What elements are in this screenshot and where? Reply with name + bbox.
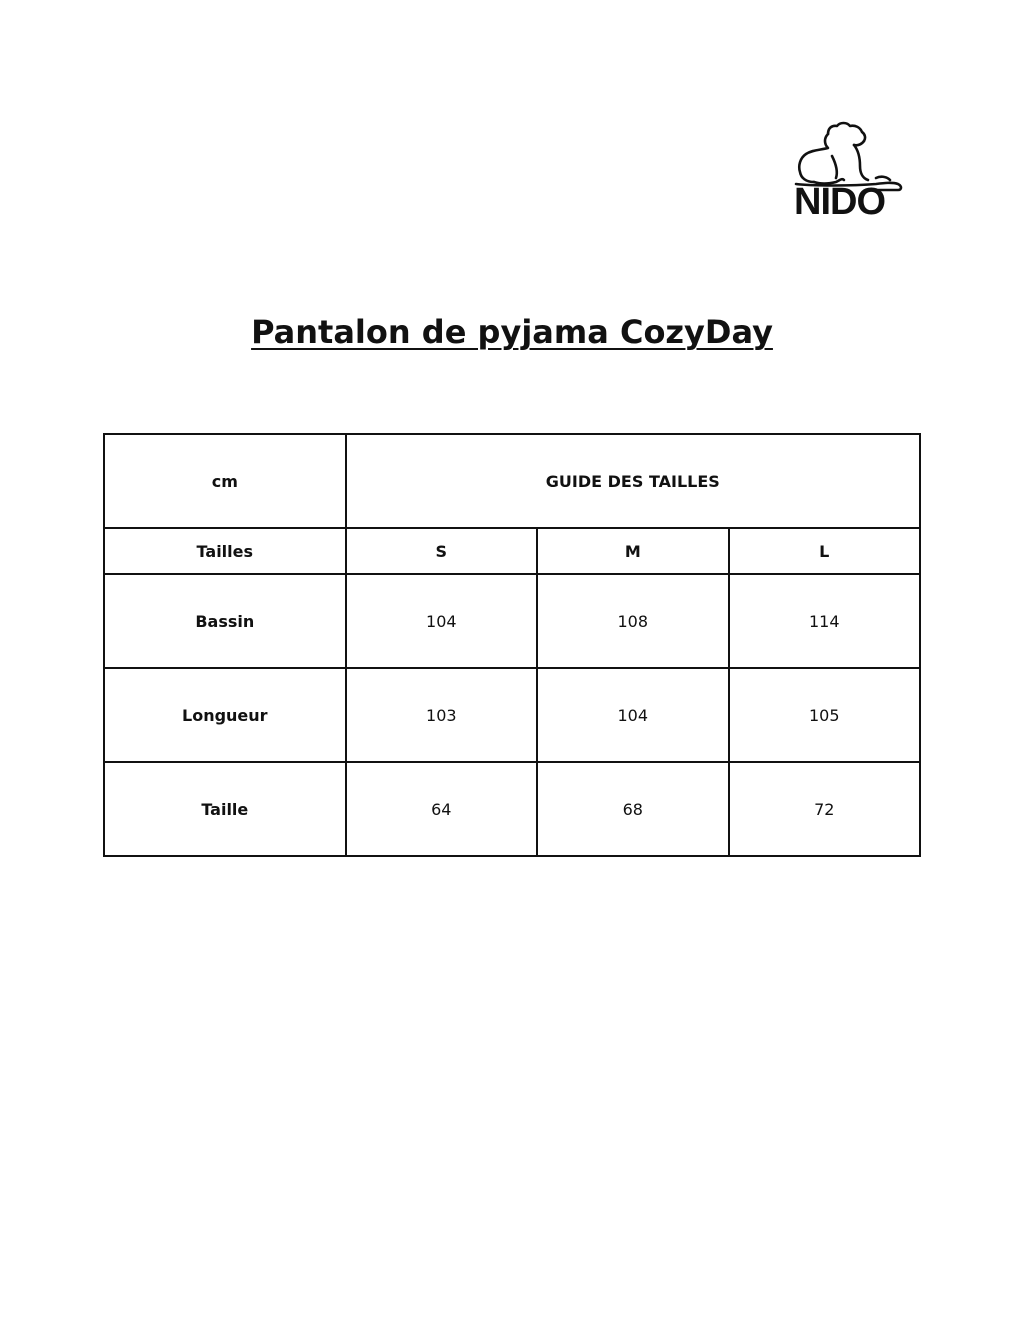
row-label: Longueur	[104, 668, 346, 762]
size-m: M	[537, 528, 728, 574]
sizes-row	[104, 528, 920, 574]
row-label: Bassin	[104, 574, 346, 668]
table-cell: 108	[537, 574, 728, 668]
table-cell: 64	[346, 762, 537, 856]
table-row	[104, 574, 920, 668]
table-cell: 103	[346, 668, 537, 762]
table-header-row	[104, 434, 920, 528]
table-cell: 105	[729, 668, 920, 762]
unit-cell: cm	[104, 434, 346, 528]
table-cell: 68	[537, 762, 728, 856]
sizes-label: Tailles	[104, 528, 346, 574]
size-guide-heading: GUIDE DES TAILLES	[346, 434, 920, 528]
brand-logo	[788, 120, 912, 224]
table-row	[104, 762, 920, 856]
table-cell: 104	[537, 668, 728, 762]
table-cell: 72	[729, 762, 920, 856]
page-title-text: Pantalon de pyjama CozyDay	[251, 313, 773, 351]
page-title	[0, 310, 1024, 354]
table-cell: 104	[346, 574, 537, 668]
brand-name: NIDO	[794, 181, 885, 223]
size-l: L	[729, 528, 920, 574]
row-label: Taille	[104, 762, 346, 856]
size-guide-table	[103, 433, 921, 857]
table-row	[104, 668, 920, 762]
table-cell: 114	[729, 574, 920, 668]
size-s: S	[346, 528, 537, 574]
